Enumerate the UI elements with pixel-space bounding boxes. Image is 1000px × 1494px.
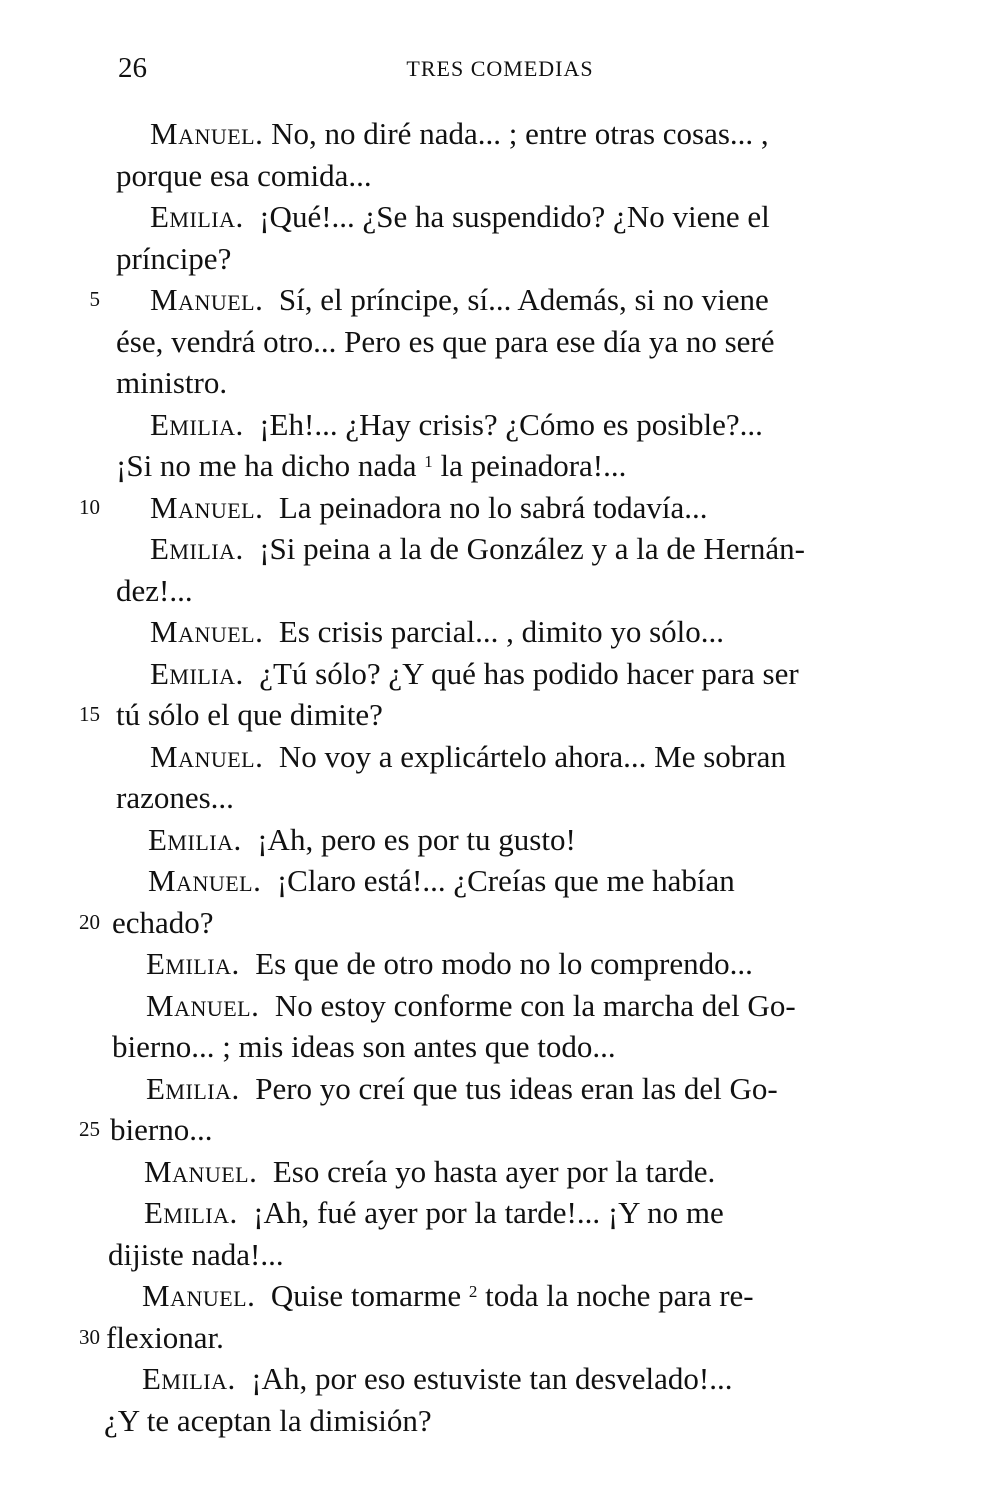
speaker-manuel: Manuel. (142, 1278, 256, 1313)
text-line (150, 611, 1000, 653)
dialogue-text: ¡Ah, pero es por tu gusto! (257, 821, 576, 857)
text-line (142, 1358, 1000, 1400)
text-line (146, 1068, 1000, 1110)
speaker-manuel: Manuel. (144, 1153, 258, 1189)
speaker-emilia: Emilia. (150, 531, 244, 566)
dialogue-text: tú sólo el que dimite? (116, 697, 383, 732)
dialogue-text: ¡Si no me ha dicho nada (116, 448, 417, 483)
speaker-emilia: Emilia. (150, 406, 244, 442)
text-line (79, 487, 1000, 529)
line-number: 15 (79, 702, 100, 726)
dialogue-text: No, no diré nada... ; entre otras cosas... , (271, 116, 769, 151)
running-head (0, 50, 1000, 90)
speaker-manuel: Manuel. (146, 987, 260, 1023)
speaker-emilia: Emilia. (144, 1195, 238, 1230)
text-line (144, 1192, 1000, 1234)
speaker-manuel: Manuel. (150, 614, 264, 649)
text-line (112, 1026, 1000, 1068)
text-line (148, 819, 1000, 861)
speaker-manuel: Manuel. (150, 489, 264, 525)
dialogue-text: bierno... (110, 1112, 213, 1147)
dialogue-text: Pero yo creí que tus ideas eran las del Go- (255, 1070, 778, 1106)
text-line (150, 404, 1000, 446)
dialogue-text: Es crisis parcial... , dimito yo sólo... (278, 614, 724, 649)
line-number: 25 (79, 1117, 100, 1141)
text-line (79, 1317, 1000, 1359)
dialogue-text: bierno... ; mis ideas son antes que todo... (112, 1029, 616, 1064)
text-line (142, 1275, 1000, 1317)
speaker-manuel: Manuel. (148, 863, 262, 898)
text-line (108, 1234, 1000, 1276)
dialogue-text: ¡Qué!... ¿Se ha suspendido? ¿No viene el (259, 199, 770, 234)
text-line (116, 155, 1000, 197)
text-line (150, 113, 943, 155)
running-title: TRES COMEDIAS (406, 56, 594, 81)
dialogue-text: Sí, el príncipe, sí... Además, si no viene (278, 282, 769, 317)
text-line (116, 570, 1000, 612)
dialogue-text: príncipe? (116, 240, 232, 276)
dialogue-text: Es que de otro modo no lo comprendo... (255, 946, 753, 981)
speaker-manuel: Manuel. (150, 116, 264, 151)
speaker-emilia: Emilia. (146, 946, 240, 981)
line-number: 30 (79, 1324, 100, 1349)
dialogue-text: ¿Tú sólo? ¿Y qué has podido hacer para ser (259, 655, 799, 691)
speaker-manuel: Manuel. (150, 282, 264, 317)
speaker-emilia: Emilia. (150, 199, 244, 234)
dialogue-text: razones... (116, 780, 234, 815)
text-line (116, 362, 1000, 404)
speaker-emilia: Emilia. (150, 655, 244, 691)
speaker-emilia: Emilia. (142, 1361, 236, 1396)
text-line (150, 736, 1000, 778)
speaker-emilia: Emilia. (148, 821, 242, 857)
text-line (146, 943, 1000, 985)
dialogue-text: echado? (112, 904, 214, 940)
text-line (116, 238, 1000, 280)
page-number: 26 (118, 52, 147, 84)
speaker-manuel: Manuel. (150, 738, 264, 774)
dialogue-text: La peinadora no lo sabrá todavía... (278, 489, 708, 525)
dialogue-text: ése, vendrá otro... Pero es que para ese día ya no seré (116, 323, 775, 359)
dialogue-text: ¡Ah, por eso estuviste tan desvelado!... (251, 1361, 733, 1396)
dialogue-text: porque esa comida... (116, 157, 372, 193)
dialogue-text: Quise tomarme (270, 1278, 462, 1313)
dialogue-text: ¿Y te aceptan la dimisión? (104, 1402, 432, 1438)
dialogue-text: dez!... (116, 572, 193, 608)
dialogue-text: No estoy conforme con la marcha del Go- (274, 987, 796, 1023)
dialogue-text: ¡Si peina a la de González y a la de Hernán- (259, 531, 805, 566)
text-line (79, 1109, 1000, 1151)
footnote-marker: 2 (468, 1282, 478, 1301)
dialogue-text: flexionar. (106, 1319, 224, 1355)
dialogue-text: ministro. (116, 365, 228, 400)
text-line (116, 321, 1000, 363)
text-line (144, 1151, 1000, 1193)
line-number: 10 (79, 494, 100, 519)
dialogue-text: dijiste nada!... (108, 1236, 284, 1272)
line-number: 5 (89, 287, 100, 311)
dialogue-text: toda la noche para re- (485, 1278, 754, 1313)
speaker-emilia: Emilia. (146, 1070, 240, 1106)
dialogue-text: No voy a explicártelo ahora... Me sobran (278, 738, 786, 774)
dialogue-text: Eso creía yo hasta ayer por la tarde. (272, 1153, 716, 1189)
dialogue-text: ¡Claro está!... ¿Creías que me habían (276, 863, 735, 898)
text-line (79, 694, 1000, 736)
text-line (79, 902, 1000, 944)
text-line (89, 279, 1000, 321)
text-line (146, 985, 1000, 1027)
dialogue-text: ¡Ah, fué ayer por la tarde!... ¡Y no me (253, 1195, 724, 1230)
footnote-marker: 1 (424, 452, 433, 471)
text-line (150, 528, 1000, 570)
text-line (116, 777, 1000, 819)
dialogue-text: ¡Eh!... ¿Hay crisis? ¿Cómo es posible?... (259, 406, 763, 442)
play-dialogue (0, 113, 1000, 1441)
dialogue-text: la peinadora!... (440, 448, 627, 483)
line-number: 20 (79, 909, 100, 934)
text-line (104, 1400, 1000, 1442)
text-line (116, 445, 1000, 487)
text-line (150, 653, 1000, 695)
text-line (150, 196, 1000, 238)
text-line (148, 860, 1000, 902)
